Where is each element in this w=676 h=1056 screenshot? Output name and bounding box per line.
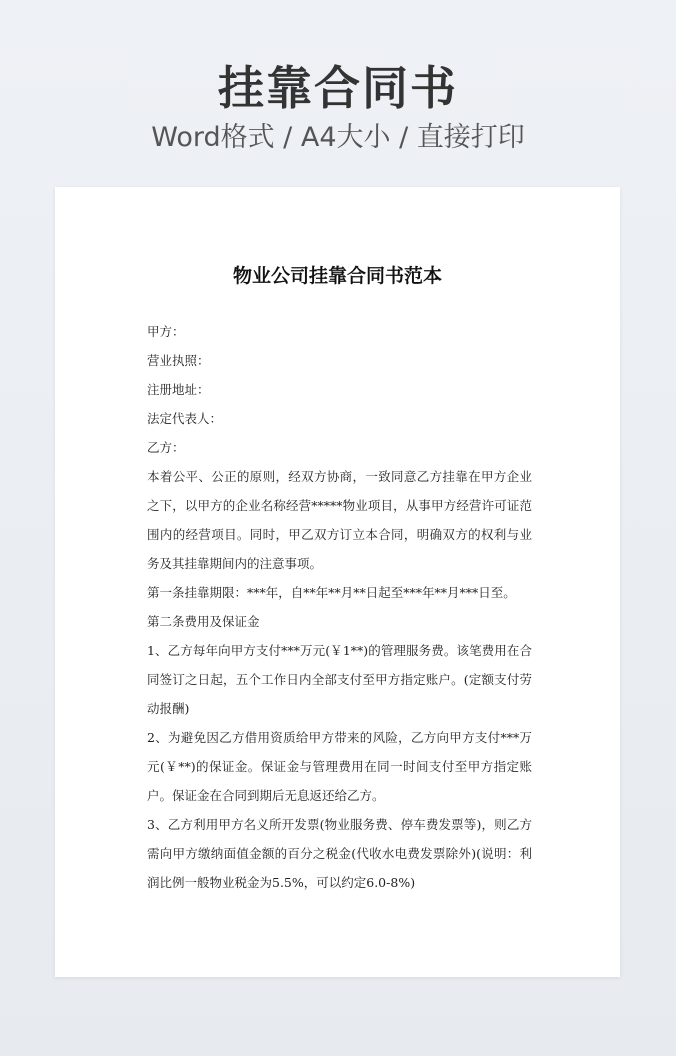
party-a-line: 甲方： bbox=[147, 324, 185, 339]
header-title: 挂靠合同书 bbox=[218, 61, 458, 115]
legal-representative-line: 法定代表人： bbox=[147, 411, 223, 426]
article-1-term: 第一条挂靠期限：***年，自**年**月**日起至***年**月***日至。 bbox=[147, 585, 516, 600]
clause-1-management-fee: 1、乙方每年向甲方支付***万元(￥1**)的管理服务费。该笔费用在合同签订之日起，五个工作日内全部支付至甲方指定账户。(定额支付劳动报酬) bbox=[147, 643, 532, 716]
page-header bbox=[0, 58, 676, 156]
clause-2-deposit: 2、为避免因乙方借用资质给甲方带来的风险，乙方向甲方支付***万元(￥**)的保证金。保证金与管理费用在同一时间支付至甲方指定账户。保证金在合同到期后无息返还给乙方。 bbox=[147, 730, 532, 803]
article-2-heading: 第二条费用及保证金 bbox=[147, 614, 260, 629]
preamble-paragraph: 本着公平、公正的原则，经双方协商，一致同意乙方挂靠在甲方企业之下，以甲方的企业名称经营*****物业项目，从事甲方经营许可证范围内的经营项目。同时，甲乙双方订立本合同，明确双方的权利与业务及其挂靠期间内的注意事项。 bbox=[147, 469, 532, 571]
clause-3-invoice-tax: 3、乙方利用甲方名义所开发票(物业服务费、停车费发票等)，则乙方需向甲方缴纳面值金额的百分之税金(代收水电费发票除外)(说明：利润比例一般物业税金为5.5%，可以约定6.0-8%) bbox=[147, 817, 532, 890]
registered-address-line: 注册地址： bbox=[147, 382, 210, 397]
header-subtitle: Word格式 / A4大小 / 直接打印 bbox=[151, 122, 525, 153]
document-page bbox=[55, 187, 620, 977]
document-title: 物业公司挂靠合同书范本 bbox=[232, 265, 442, 287]
party-b-line: 乙方： bbox=[147, 440, 185, 455]
document-body bbox=[147, 317, 532, 897]
business-license-line: 营业执照： bbox=[147, 353, 210, 368]
